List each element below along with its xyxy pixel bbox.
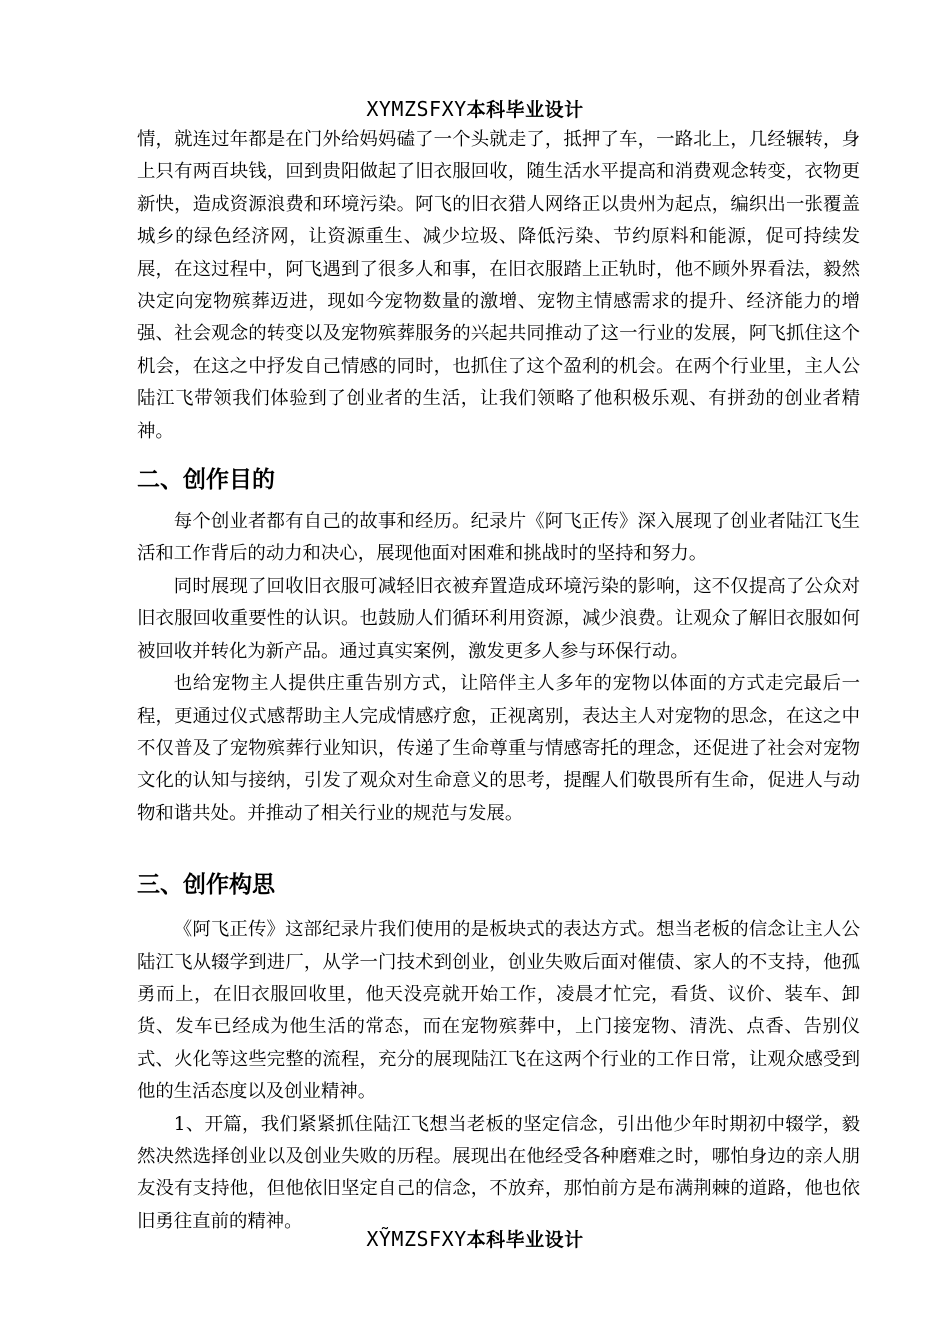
header-title: 本科毕业设计 [466, 99, 584, 121]
paragraph: 也给宠物主人提供庄重告别方式，让陪伴主人多年的宠物以体面的方式走完最后一程，更通过仪式感帮助主人完成情感疗愈，正视离别，表达主人对宠物的思念，在这之中不仅普及了宠物殡葬行业知识，传递了生命尊重与情感寄托的理念，还促进了社会对宠物文化的认知与接纳，引发了观众对生命意义的思考，提醒人们敬畏所有生命，促进人与动物和谐共处。并推动了相关行业的规范与发展。 [137, 673, 860, 824]
header-code: XYMZSFXY [366, 97, 467, 121]
section-heading-purpose: 二、创作目的 [137, 467, 275, 494]
paragraph: 《阿飞正传》这部纪录片我们使用的是板块式的表达方式。想当老板的信念让主人公陆江飞从辍学到进厂，从学一门技术到创业，创业失败后面对催债、家人的不支持，他孤勇而上，在旧衣服回收里，他天没亮就开始工作，凌晨才忙完，看货、议价、装车、卸货、发车已经成为他生活的常态，而在宠物殡葬中，上门接宠物、清洗、点香、告别仪式、火化等这些完整的流程，充分的展现陆江飞在这两个行业的工作日常，让观众感受到他的生活态度以及创业精神。 [137, 919, 860, 1103]
footer-title: 本科毕业设计 [466, 1229, 584, 1251]
paragraph: 同时展现了回收旧衣服可减轻旧衣被弃置造成环境污染的影响，这不仅提高了公众对旧衣服回收重要性的认识。也鼓励人们循环利用资源，减少浪费。让观众了解旧衣服如何被回收并转化为新产品。通过真实案例，激发更多人参与环保行动。 [137, 575, 860, 662]
paragraph: 1、开篇，我们紧紧抓住陆江飞想当老板的坚定信念，引出他少年时期初中辍学，毅然决然选择创业以及创业失败的历程。展现出在他经受各种磨难之时，哪怕身边的亲人朋友没有支持他，但他依旧坚定自己的信念，不放弃，那怕前方是布满荆棘的道路，他也依旧勇往直前的精神。 [137, 1113, 860, 1232]
paragraph: 每个创业者都有自己的故事和经历。纪录片《阿飞正传》深入展现了创业者陆江飞生活和工作背后的动力和决心，展现他面对困难和挑战时的坚持和努力。 [137, 511, 860, 565]
footer-code: XỸMZSFXY [366, 1227, 467, 1251]
paragraph: 情，就连过年都是在门外给妈妈磕了一个头就走了，抵押了车，一路北上，几经辗转，身上只有两百块钱，回到贵阳做起了旧衣服回收，随生活水平提高和消费观念转变，衣物更新快，造成资源浪费和环境污染。阿飞的旧衣猎人网络正以贵州为起点，编织出一张覆盖城乡的绿色经济网，让资源重生、减少垃圾、降低污染、节约原料和能源，促可持续发展，在这过程中，阿飞遇到了很多人和事，在旧衣服踏上正轨时，他不顾外界看法，毅然决定向宠物殡葬迈进，现如今宠物数量的激增、宠物主情感需求的提升、经济能力的增强、社会观念的转变以及宠物殡葬服务的兴起共同推动了这一行业的发展，阿飞抓住这个机会，在这之中抒发自己情感的同时，也抓住了这个盈利的机会。在两个行业里，主人公陆江飞带领我们体验到了创业者的生活，让我们领略了他积极乐观、有拼劲的创业者精神。 [137, 129, 860, 442]
page-header [0, 95, 950, 122]
document-body [137, 124, 860, 1238]
section-heading-concept: 三、创作构思 [137, 872, 275, 899]
page-footer [0, 1225, 950, 1252]
